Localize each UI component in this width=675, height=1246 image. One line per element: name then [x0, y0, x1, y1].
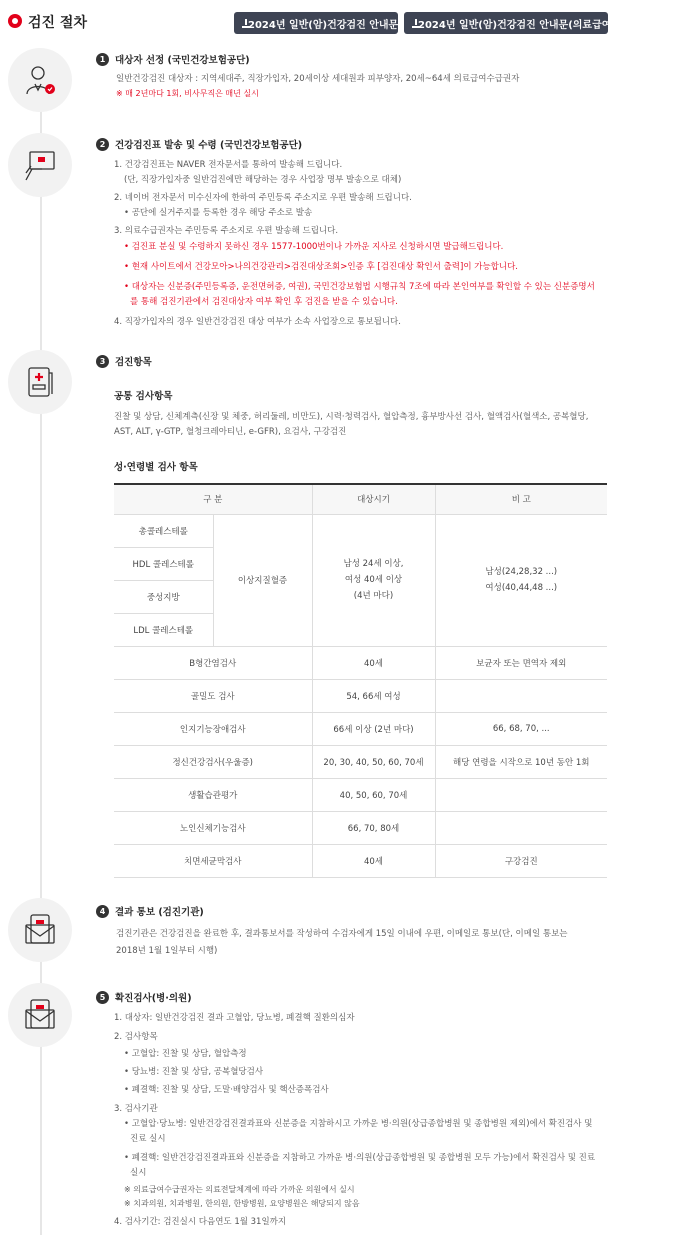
page-title: 검진 절차	[28, 15, 87, 31]
step-number: 5	[96, 991, 109, 1004]
table-cell: 66, 68, 70, ...	[435, 712, 607, 745]
step-number: 3	[96, 355, 109, 368]
step-note: ※ 의료급여수급권자는 의료전달체계에 따라 가까운 의원에서 실시	[124, 1185, 355, 1194]
section-title: 공통 검사항목	[114, 391, 173, 402]
table-cell: 40세	[312, 646, 435, 679]
table-cell: 정신건강검사(우울증)	[114, 745, 312, 778]
step-5	[96, 990, 616, 1230]
table-cell: 20, 30, 40, 50, 60, 70세	[312, 745, 435, 778]
step-number: 1	[96, 53, 109, 66]
table-cell: 66세 이상 (2년 마다)	[312, 712, 435, 745]
table-cell: 이상지질혈증	[213, 514, 312, 646]
table-cell: HDL 콜레스테롤	[114, 547, 213, 580]
download-guide-button[interactable]	[234, 12, 398, 34]
step-text: 4. 검사기간: 검진실시 다음연도 1월 31일까지	[114, 1217, 287, 1227]
table-cell: 중성지방	[114, 580, 213, 613]
step-note: 를 통해 검진기관에서 검진대상자 여부 확인 후 검진을 받을 수 있습니다.	[130, 297, 398, 307]
step-text: 진찰 및 상담, 신체계측(신장 및 체중, 허리둘레, 비만도), 시력·청력검사, 혈압측정, 흉부방사선 검사, 혈액검사(혈색소, 공복혈당,	[114, 412, 589, 422]
exam-items-table	[114, 483, 607, 878]
step-text: 3. 검사기관	[114, 1104, 158, 1114]
table-cell: 총콜레스테롤	[114, 514, 213, 547]
step-text: 일반건강검진 대상자 : 지역세대주, 직장가입자, 20세이상 세대원과 피부양자, 20세~64세 의료급여수급권자	[116, 74, 520, 84]
table-header: 대상시기	[312, 484, 435, 514]
timeline-line	[40, 95, 42, 1235]
step-title: 검진항목	[115, 357, 152, 368]
table-cell: 보균자 또는 면역자 제외	[435, 646, 607, 679]
table-row	[114, 844, 607, 877]
step-1	[96, 52, 616, 100]
phone-mail-icon	[8, 898, 72, 962]
step-text: 실시	[130, 1168, 147, 1178]
step-2	[96, 137, 616, 330]
step-text: • 고혈압: 진찰 및 상담, 혈압측정	[124, 1049, 247, 1059]
step-4	[96, 904, 616, 960]
page-header	[8, 12, 616, 34]
download-guide-medical-aid-button[interactable]	[404, 12, 616, 34]
step-title: 결과 통보 (검진기관)	[115, 907, 204, 918]
step-note: ※ 매 2년마다 1회, 비사무직은 매년 실시	[116, 89, 259, 98]
table-row	[114, 514, 607, 547]
table-header: 구 분	[114, 484, 312, 514]
step-note: ※ 치과의원, 치과병원, 한의원, 한방병원, 요양병원은 해당되지 않음	[124, 1199, 360, 1208]
step-text: 진료 실시	[130, 1134, 166, 1144]
step-text: 2018년 1월 1일부터 시행)	[116, 946, 218, 956]
step-title: 건강검진표 발송 및 수령 (국민건강보험공단)	[115, 140, 303, 151]
table-row	[114, 646, 607, 679]
step-3	[96, 354, 616, 473]
step-title: 대상자 선정 (국민건강보험공단)	[115, 55, 250, 66]
step-number: 4	[96, 905, 109, 918]
person-icon	[8, 48, 72, 112]
step-number: 2	[96, 138, 109, 151]
phone-mail-icon	[8, 983, 72, 1047]
table-cell: 54, 66세 여성	[312, 679, 435, 712]
table-header: 비 고	[435, 484, 607, 514]
step-text: • 고혈압·당뇨병: 일반건강검진결과표와 신분증을 지참하시고 가까운 병·의원(상급종합병원 및 종합병원 제외)에서 확진검사 및	[124, 1119, 593, 1129]
table-row	[114, 778, 607, 811]
table-row	[114, 811, 607, 844]
step-text: 1. 건강검진표는 NAVER 전자문서를 통하여 발송해 드립니다.	[114, 160, 343, 170]
table-cell: 남성(24,28,32 ...) 여성(40,44,48 ...)	[435, 514, 607, 646]
step-note: • 현재 사이트에서 건강모아>나의건강관리>검진대상조회>인증 후 [검진대상 확인서 출력]이 가능합니다.	[124, 262, 518, 272]
table-cell: 노인신체기능검사	[114, 811, 312, 844]
step-text: • 폐결핵: 진찰 및 상담, 도말·배양검사 및 핵산증폭검사	[124, 1085, 329, 1095]
table-cell: 생활습관평가	[114, 778, 312, 811]
clipboard-icon	[8, 350, 72, 414]
table-cell	[435, 679, 607, 712]
table-cell	[435, 811, 607, 844]
table-cell	[435, 778, 607, 811]
table-cell: 해당 연령을 시작으로 10년 동안 1회	[435, 745, 607, 778]
download-guide-medical-aid-label: 2024년 일반(암)건강검진 안내문(의료급여)	[418, 19, 616, 31]
table-cell: 66, 70, 80세	[312, 811, 435, 844]
table-cell: 40세	[312, 844, 435, 877]
step-text: 4. 직장가입자의 경우 일반건강검진 대상 여부가 소속 사업장으로 통보됩니다.	[114, 317, 401, 327]
step-text: • 폐결핵: 일반건강검진결과표와 신분증을 지참하고 가까운 병·의원(상급종합병원 및 종합병원 모두 가능)에서 확진검사 및 진료	[124, 1153, 596, 1163]
table-cell: 남성 24세 이상, 여성 40세 이상 (4년 마다)	[312, 514, 435, 646]
step-text: 3. 의료수급권자는 주민등록 주소지로 우편 발송해 드립니다.	[114, 226, 339, 236]
table-cell: B형간염검사	[114, 646, 312, 679]
section-title: 성·연령별 검사 항목	[114, 462, 198, 473]
table-cell: 40, 50, 60, 70세	[312, 778, 435, 811]
logo-icon	[8, 14, 22, 28]
step-title: 확진검사(병·의원)	[115, 993, 192, 1004]
table-cell: 인지기능장애검사	[114, 712, 312, 745]
table-row	[114, 745, 607, 778]
table-cell: 골밀도 검사	[114, 679, 312, 712]
step-note: • 대상자는 신분증(주민등록증, 운전면허증, 여권), 국민건강보험법 시행규칙 7조에 따라 본인여부를 확인할 수 있는 신분증명서	[124, 282, 595, 292]
table-cell: LDL 콜레스테롤	[114, 613, 213, 646]
step-text: • 공단에 실거주지를 등록한 경우 해당 주소로 발송	[124, 208, 313, 218]
table-row	[114, 679, 607, 712]
step-text: 2. 네이버 전자문서 미수신자에 한하여 주민등록 주소지로 우편 발송해 드립니다.	[114, 193, 412, 203]
step-text: (단, 직장가입자중 일반검진에만 해당하는 경우 사업장 명부 발송으로 대체)	[124, 175, 402, 185]
table-cell: 치면세균막검사	[114, 844, 312, 877]
table-cell: 구강검진	[435, 844, 607, 877]
card-icon	[8, 133, 72, 197]
step-note: • 검진표 분실 및 수령하지 못하신 경우 1577-1000번이나 가까운 지사로 신청하시면 발급해드립니다.	[124, 242, 504, 252]
step-text: 1. 대상자: 일반건강검진 결과 고혈압, 당뇨병, 폐결핵 질환의심자	[114, 1013, 355, 1023]
step-text: AST, ALT, γ-GTP, 혈청크레아티닌, e-GFR), 요검사, 구강검진	[114, 427, 347, 437]
table-row	[114, 712, 607, 745]
step-text: • 당뇨병: 진찰 및 상담, 공복혈당검사	[124, 1067, 264, 1077]
step-text: 2. 검사항목	[114, 1032, 158, 1042]
step-text: 검진기관은 건강검진을 완료한 후, 결과통보서를 작성하여 수검자에게 15일 이내에 우편, 이메일로 통보(단, 이메일 통보는	[116, 929, 568, 939]
download-guide-label: 2024년 일반(암)건강검진 안내문	[248, 19, 399, 31]
